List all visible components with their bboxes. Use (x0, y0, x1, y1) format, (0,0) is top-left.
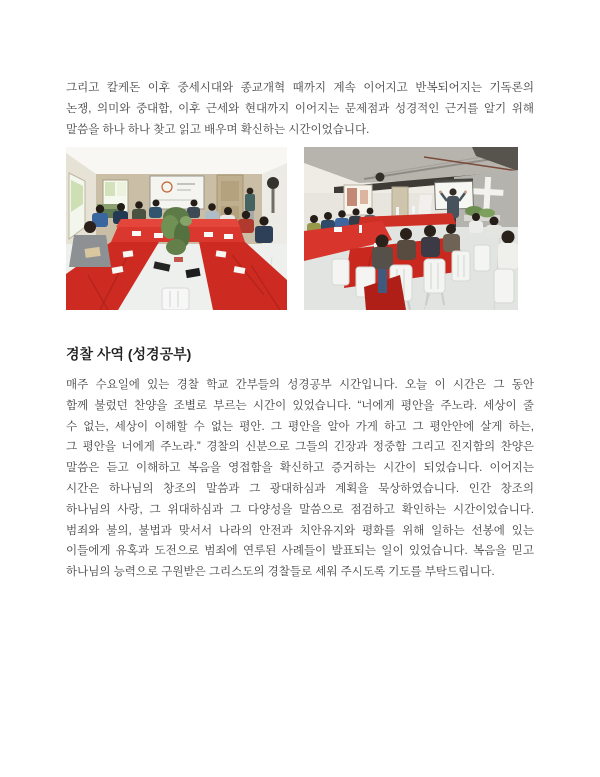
text-line: 논쟁, 의미와 중대함, 이후 근세와 현대까지 이어지는 문제점과 성경적인 근거를 알기 위해 (66, 102, 534, 115)
church-hall-photo-graphic (304, 147, 518, 310)
text-line: 수 없는, 세상이 이해할 수 없는 평안. 그 평안을 알아 가게 하고 그 평안안에 살게 하는, (66, 420, 534, 433)
text-line: 하나님의 능력으로 구원받은 그리스도의 경찰들로 세워 주시도록 기도를 부탁드립니다. (66, 566, 495, 579)
text-line: 시간은 하나님의 창조의 말씀과 그 광대하심과 계획을 묵상하였습니다. 인간 창조의 (66, 482, 534, 495)
section-paragraph (66, 375, 534, 583)
meeting-room-photo-graphic (66, 147, 287, 310)
text-line: 그 평안을 너에게 주노라.” 경찰의 신분으로 그들의 긴장과 정중함 그리고 진지함의 찬양은 (66, 441, 534, 454)
photo-meeting-room (66, 147, 287, 310)
text-line: 이들에게 유혹과 도전으로 범죄에 연루된 사례들이 발표되는 일이 있었습니다. 복음을 믿고 (66, 545, 534, 558)
text-line: 매주 수요일에 있는 경찰 학교 간부들의 성경공부 시간입니다. 오늘 이 시간은 그 동안 (66, 379, 534, 391)
section-heading: 경찰 사역 (성경공부) (66, 346, 192, 362)
text-line: 말씀은 듣고 이해하고 복음을 영접함을 확신하고 증거하는 시간이 되었습니다. 이어지는 (66, 462, 534, 475)
photo-church-hall (304, 147, 518, 310)
text-line: 범죄와 불의, 불법과 맞서서 나라의 안전과 치안유지와 평화를 위해 일하는 선봉에 있는 (66, 524, 534, 537)
text-line: 말씀을 하나 하나 찾고 읽고 배우며 확신하는 시간이었습니다. (66, 123, 370, 136)
photo-row (66, 147, 534, 310)
intro-paragraph (66, 78, 534, 140)
text-line: 함께 불렀던 찬양을 조별로 부르는 시간이 있었습니다. “너에게 평안을 주노라. 세상이 줄 (66, 399, 534, 412)
text-line: 하나님의 사랑, 그 위대하심과 그 다양성을 말씀으로 점검하고 확인하는 시간이었습니다. (66, 503, 534, 516)
text-line: 그리고 칼케돈 이후 중세시대와 종교개혁 때까지 계속 이어지고 반복되어지는 기독론의 (66, 82, 534, 94)
